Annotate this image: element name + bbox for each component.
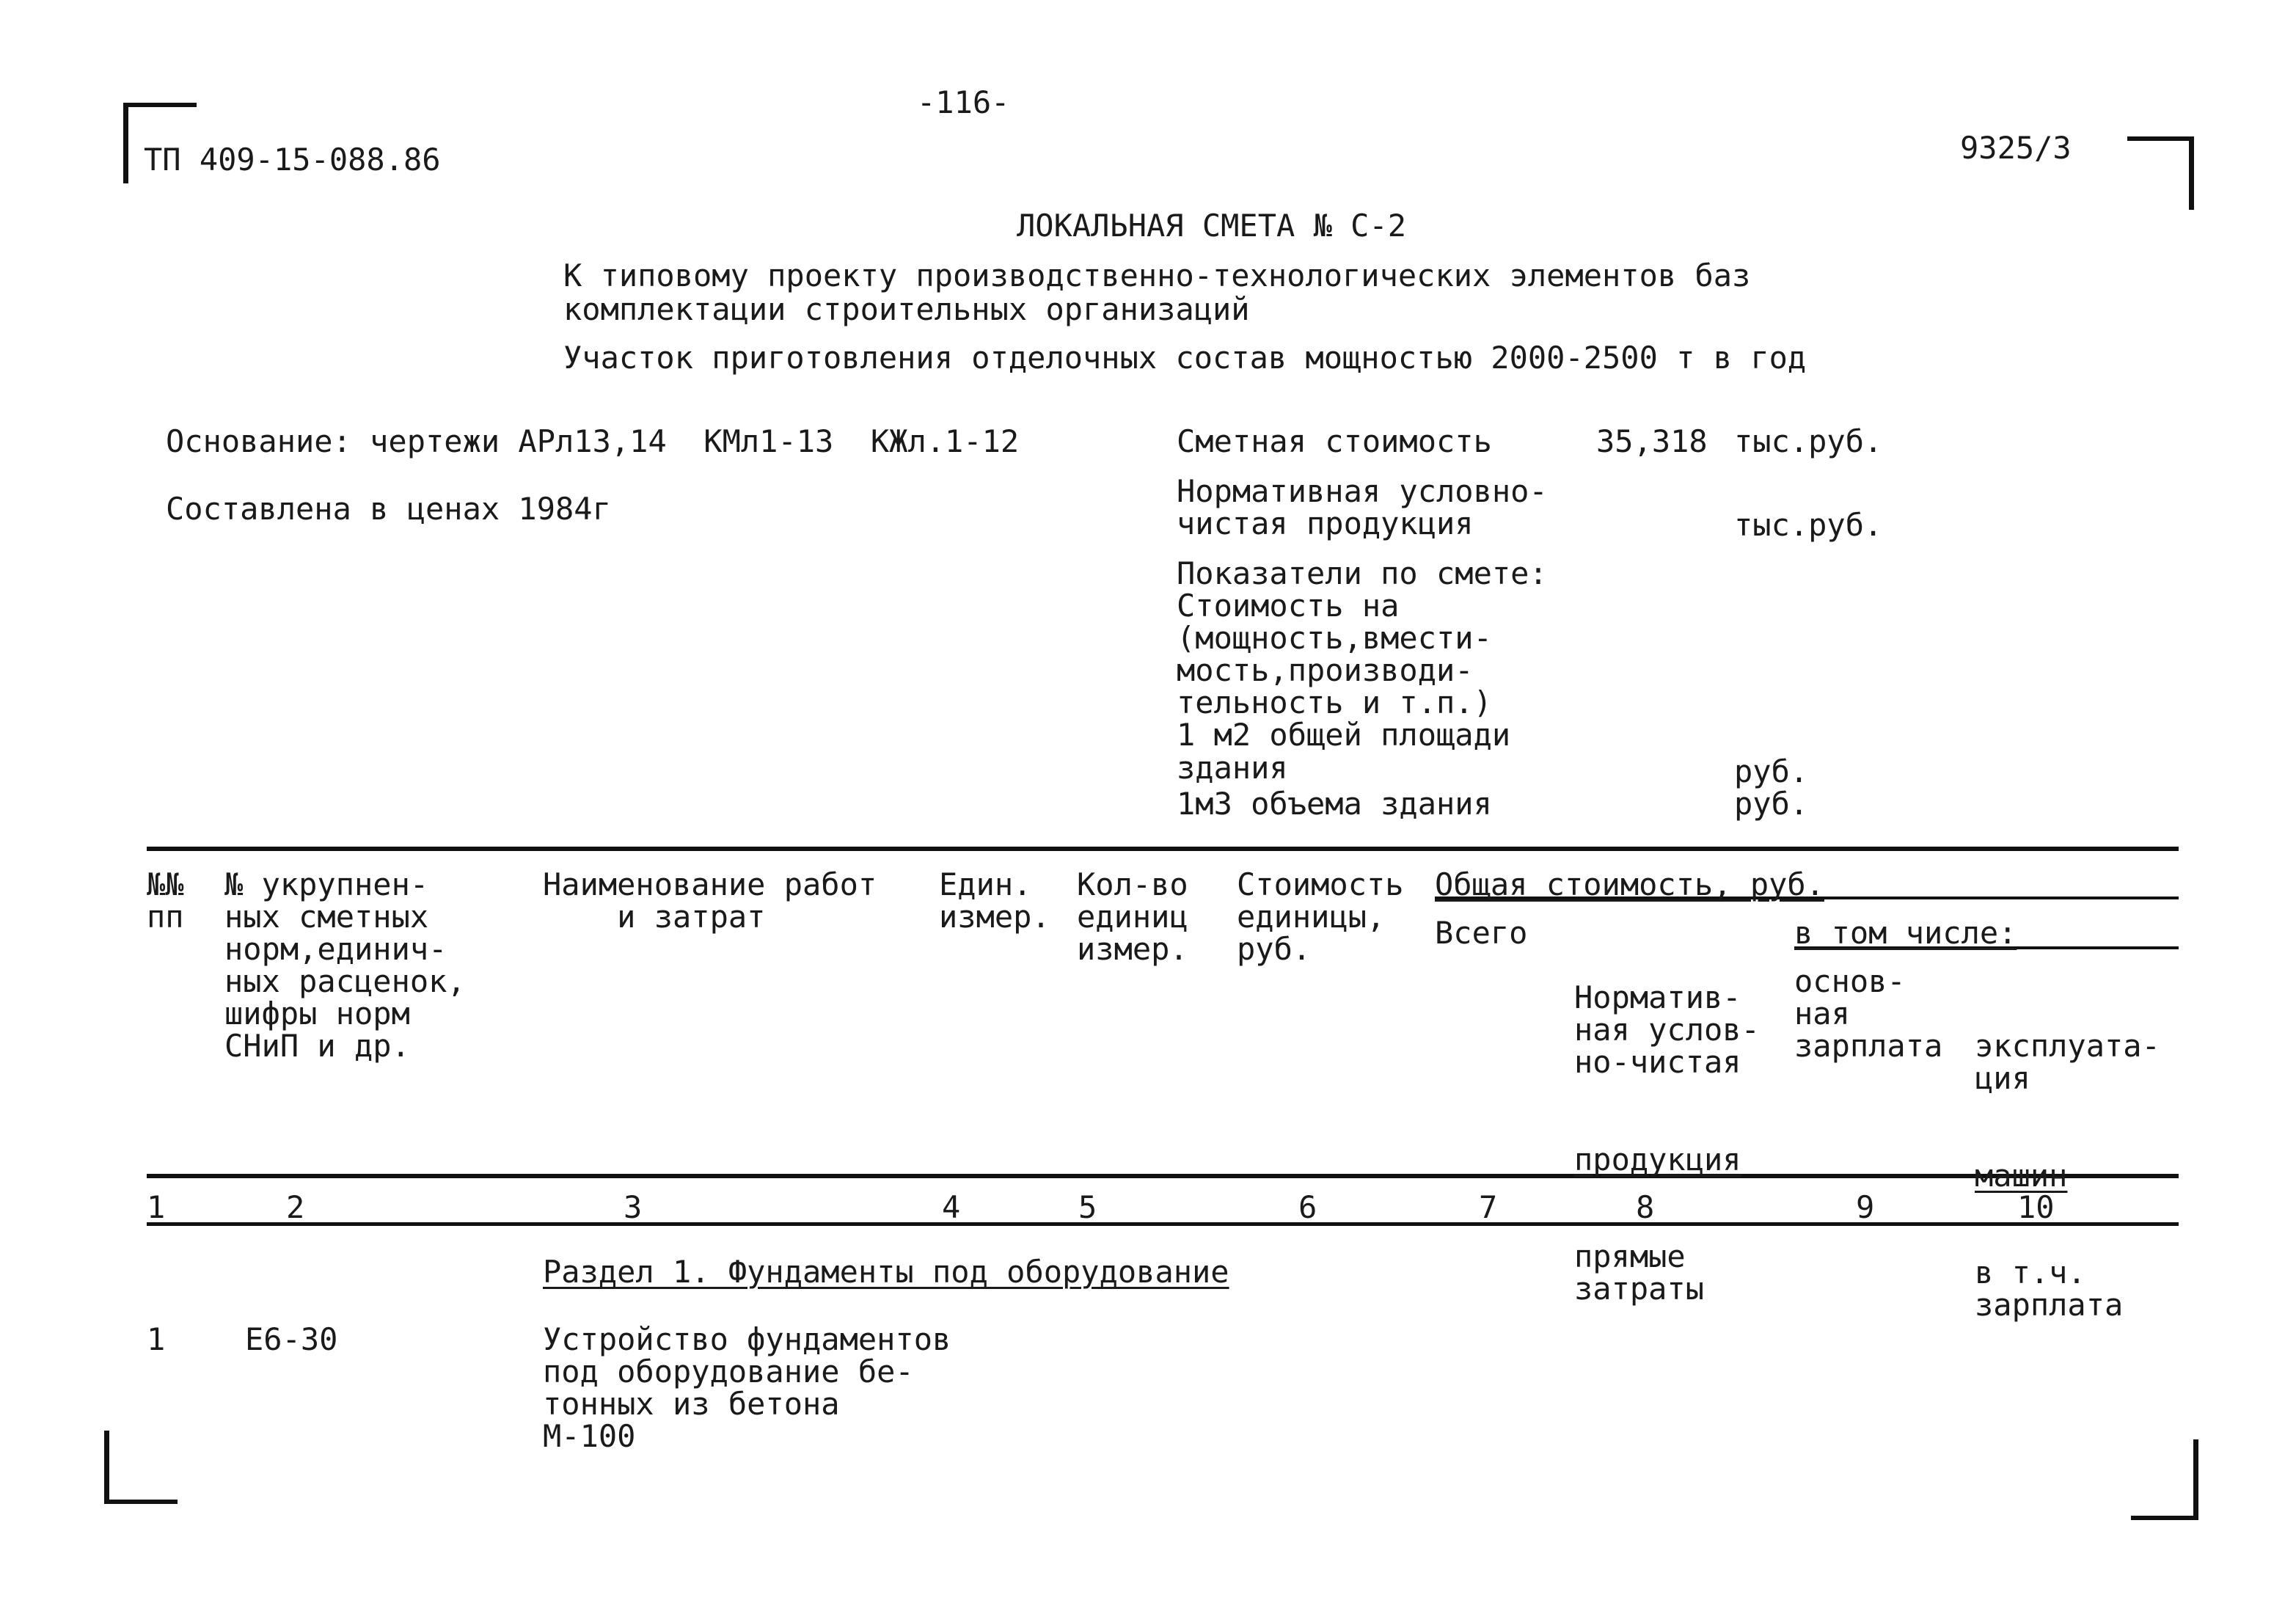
- corner-mark-top-left-horizontal: [123, 103, 197, 107]
- col-number-3: 3: [624, 1189, 643, 1225]
- header-total-group: Общая стоимость, руб.: [1435, 866, 1825, 902]
- col-number-7: 7: [1479, 1189, 1498, 1225]
- corner-mark-top-right-horizontal: [2127, 136, 2193, 141]
- header-col6: Стоимость единицы, руб.: [1237, 866, 1404, 968]
- header-col8-top: Норматив- ная услов- но-чистая: [1574, 979, 1760, 1081]
- page-number: -116-: [917, 84, 1010, 120]
- document-code: ТП 409-15-088.86: [144, 142, 441, 178]
- corner-mark-bottom-left-horizontal: [104, 1500, 178, 1504]
- estimate-subtitle-line1: К типовому проекту производственно-технологических элементов баз: [563, 258, 1751, 293]
- col-number-10: 10: [2017, 1189, 2055, 1225]
- corner-mark-bottom-right-vertical: [2193, 1439, 2198, 1520]
- header-col10: [1975, 965, 2160, 1354]
- col-number-4: 4: [942, 1189, 961, 1225]
- header-col5: Кол-во единиц измер.: [1077, 866, 1188, 968]
- estimated-cost-value: 35,318: [1596, 423, 1708, 459]
- corner-mark-top-right-vertical: [2189, 136, 2194, 210]
- header-col1: №№ пп: [147, 866, 184, 935]
- price-base: Составлена в ценах 1984г: [166, 491, 611, 527]
- row-1-number: 1: [147, 1321, 166, 1357]
- col-number-9: 9: [1856, 1189, 1875, 1225]
- header-col7: Всего: [1435, 915, 1528, 951]
- section-title: Раздел 1. Фундаменты под оборудование: [543, 1254, 1229, 1290]
- col-number-5: 5: [1078, 1189, 1097, 1225]
- col-number-2: 2: [286, 1189, 305, 1225]
- header-col2: № укрупнен- ных сметных норм,единич- ных расценок, шифры норм СНиП и др.: [224, 866, 466, 1065]
- header-col8-bottom: прямые затраты: [1574, 1238, 1705, 1307]
- table-top-rule: [147, 847, 2179, 851]
- header-col8: [1574, 917, 1760, 1337]
- estimate-subtitle-line3: Участок приготовления отделочных состав мощностью 2000-2500 т в год: [563, 340, 1807, 376]
- volume-indicator-unit: руб.: [1734, 786, 1809, 822]
- estimate-title: ЛОКАЛЬНАЯ СМЕТА № С-2: [1017, 208, 1407, 244]
- volume-indicator-label: 1м3 объема здания: [1177, 786, 1492, 822]
- corner-mark-bottom-right-horizontal: [2131, 1516, 2198, 1520]
- normative-product-unit: тыс.руб.: [1734, 507, 1883, 543]
- header-col3: Наименование работ и затрат: [543, 866, 877, 935]
- document-number: 9325/3: [1960, 130, 2072, 166]
- header-col10-underlined: машин: [1975, 1157, 2068, 1194]
- table-header-bottom-rule: [147, 1174, 2179, 1178]
- estimated-cost-unit: тыс.руб.: [1734, 423, 1883, 459]
- basis-drawings: Основание: чертежи АРл13,14 КМл1-13 КЖл.1-12: [166, 423, 1020, 459]
- indicators-label: Показатели по смете: Стоимость на (мощность,вмести- мость,производи- тельность и т.п.) 1 м2 общей площади здания: [1177, 555, 1548, 786]
- header-col10-bottom: в т.ч. зарплата: [1975, 1254, 2124, 1323]
- header-col8-underlined: продукция: [1574, 1141, 1741, 1177]
- header-col9: основ- ная зарплата: [1794, 963, 1943, 1065]
- col-number-1: 1: [147, 1189, 166, 1225]
- header-col4: Един. измер.: [939, 866, 1050, 935]
- header-col10-top: эксплуата- ция: [1975, 1028, 2160, 1097]
- corner-mark-bottom-left-vertical: [104, 1431, 109, 1504]
- row-1-name: Устройство фундаментов под оборудование бе- тонных из бетона М-100: [543, 1321, 951, 1455]
- col-number-8: 8: [1636, 1189, 1655, 1225]
- header-incl-group: в том числе:: [1794, 915, 2017, 951]
- estimated-cost-label: Сметная стоимость: [1177, 423, 1492, 459]
- indicators-area-unit: руб.: [1734, 753, 1809, 789]
- estimate-subtitle-line2: комплектации строительных организаций: [563, 291, 1250, 327]
- corner-mark-top-left-vertical: [123, 103, 128, 183]
- row-1-code: Е6-30: [245, 1321, 338, 1357]
- col-number-6: 6: [1298, 1189, 1317, 1225]
- normative-product-label: Нормативная условно- чистая продукция: [1177, 473, 1548, 542]
